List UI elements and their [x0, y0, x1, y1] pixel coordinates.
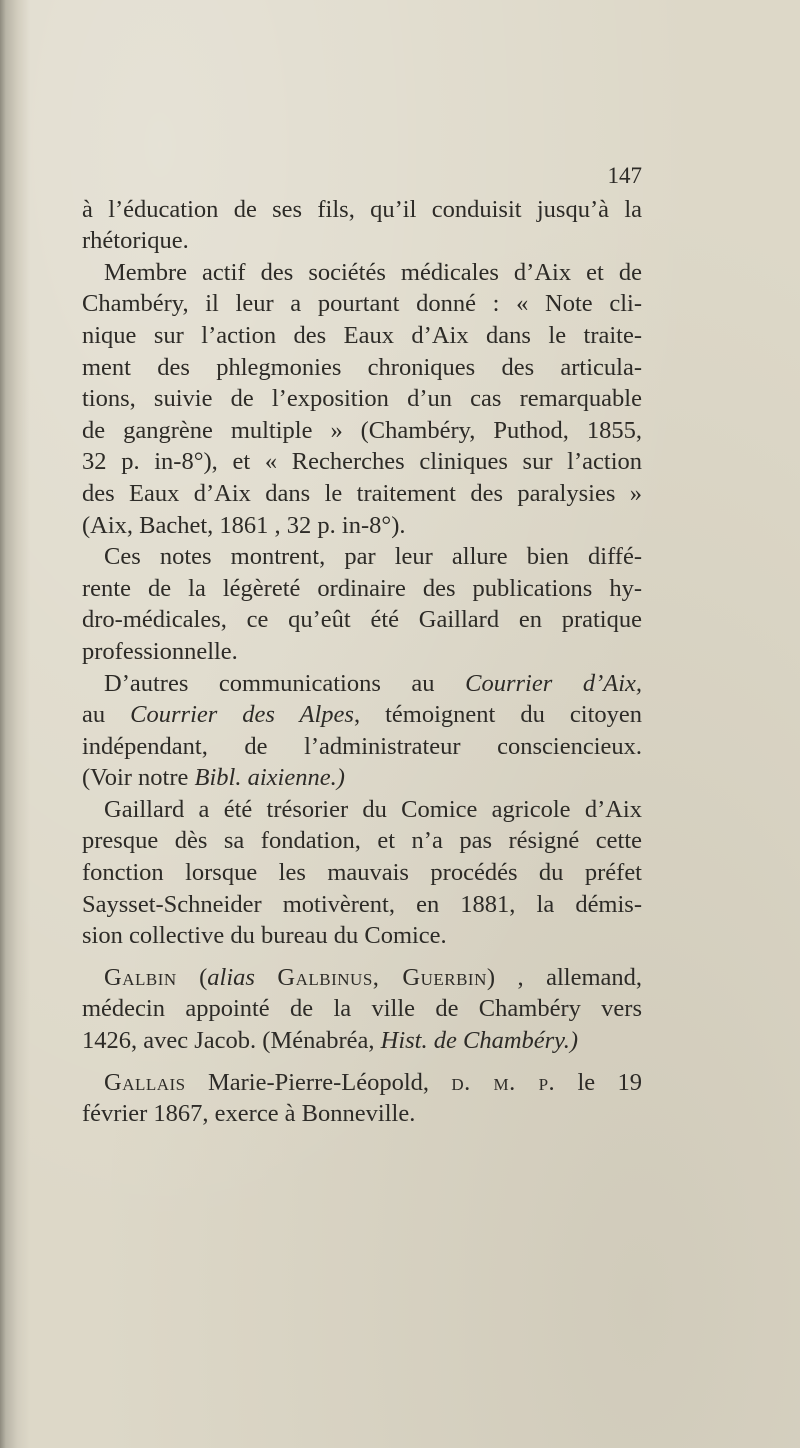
text-segment: [255, 964, 277, 991]
text-line: Saysset-Schneider motivèrent, en 1881, la démis-: [82, 890, 642, 918]
text-line: indépendant, de l’administrateur consciencieux.: [82, 732, 642, 760]
text-line: médecin appointé de la ville de Chambéry vers: [82, 995, 642, 1023]
text-line: à l’éducation de ses fils, qu’il conduisit jusqu’à la: [82, 195, 642, 223]
text-line: [82, 1067, 642, 1099]
text-segment: D’autres communications au: [104, 669, 466, 697]
text-line: des Eaux d’Aix dans le traitement des paralysies »: [82, 479, 642, 507]
text-line: [82, 699, 642, 731]
text-line: sion collective du bureau du Comice.: [82, 922, 447, 950]
text-line: Chambéry, il leur a pourtant donné : « Note cli-: [82, 290, 642, 318]
text-line: ment des phlegmonies chroniques des articula-: [82, 353, 642, 381]
text-line: [82, 962, 642, 994]
text-segment: Marie-Pierre-Léopold,: [185, 1068, 452, 1096]
text-line: [82, 762, 642, 794]
text-line: nique sur l’action des Eaux d’Aix dans le traite-: [82, 321, 642, 349]
italic-segment: Courrier d’Aix,: [465, 669, 642, 697]
small-caps-segment: Gallais: [104, 1068, 186, 1096]
paragraph-gap: [82, 1057, 642, 1067]
text-line: rente de la légèreté ordinaire des publications hy-: [82, 574, 642, 602]
text-line: de gangrène multiple » (Chambéry, Puthod, 1855,: [82, 416, 642, 444]
text-line: tions, suivie de l’exposition d’un cas remarquable: [82, 385, 642, 413]
text-segment: , témoignent du citoyen: [353, 701, 643, 729]
text-line: dro-médicales, ce qu’eût été Gaillard en pratique: [82, 606, 642, 634]
text-line: fonction lorsque les mauvais procédés du préfet: [82, 859, 642, 887]
text-segment: au: [82, 701, 131, 729]
text-line: Membre actif des sociétés médicales d’Aix et de: [104, 258, 642, 286]
small-caps-segment: Galbin: [104, 963, 177, 991]
text-line: [82, 668, 642, 700]
paragraph-gap: [82, 952, 642, 962]
book-page: [82, 160, 642, 1130]
text-line: Ces notes montrent, par leur allure bien diffé-: [104, 543, 642, 571]
small-caps-segment: d. m. p.: [451, 1068, 556, 1096]
text-line: 32 p. in-8°), et « Recherches cliniques sur l’action: [82, 448, 642, 476]
small-caps-segment: Galbinus, Guerbin: [277, 963, 487, 991]
italic-segment: Courrier des Alpes: [130, 701, 354, 729]
page-edge-shadow: [0, 0, 30, 1448]
text-segment: ) , allemand,: [486, 963, 643, 991]
text-line: presque dès sa fondation, et n’a pas résigné cette: [82, 827, 642, 855]
text-segment: le 19: [555, 1068, 642, 1096]
italic-segment: Hist. de Chambéry.): [380, 1027, 578, 1055]
page-number: 147: [607, 163, 642, 188]
text-body: [82, 194, 642, 1130]
text-segment: (Voir notre: [82, 764, 195, 792]
text-line: [82, 1025, 642, 1057]
italic-segment: Bibl. aixienne.): [194, 764, 345, 792]
text-line: professionnelle.: [82, 637, 238, 665]
text-line: Gaillard a été trésorier du Comice agricole d’Aix: [104, 795, 642, 823]
italic-segment: alias: [207, 963, 255, 991]
text-line: (Aix, Bachet, 1861 , 32 p. in-8°).: [82, 511, 406, 539]
text-segment: (: [176, 963, 208, 991]
text-line: février 1867, exerce à Bonneville.: [82, 1100, 416, 1128]
text-line: rhétorique.: [82, 227, 189, 255]
text-segment: 1426, avec Jacob. (Ménabréa,: [82, 1027, 381, 1055]
